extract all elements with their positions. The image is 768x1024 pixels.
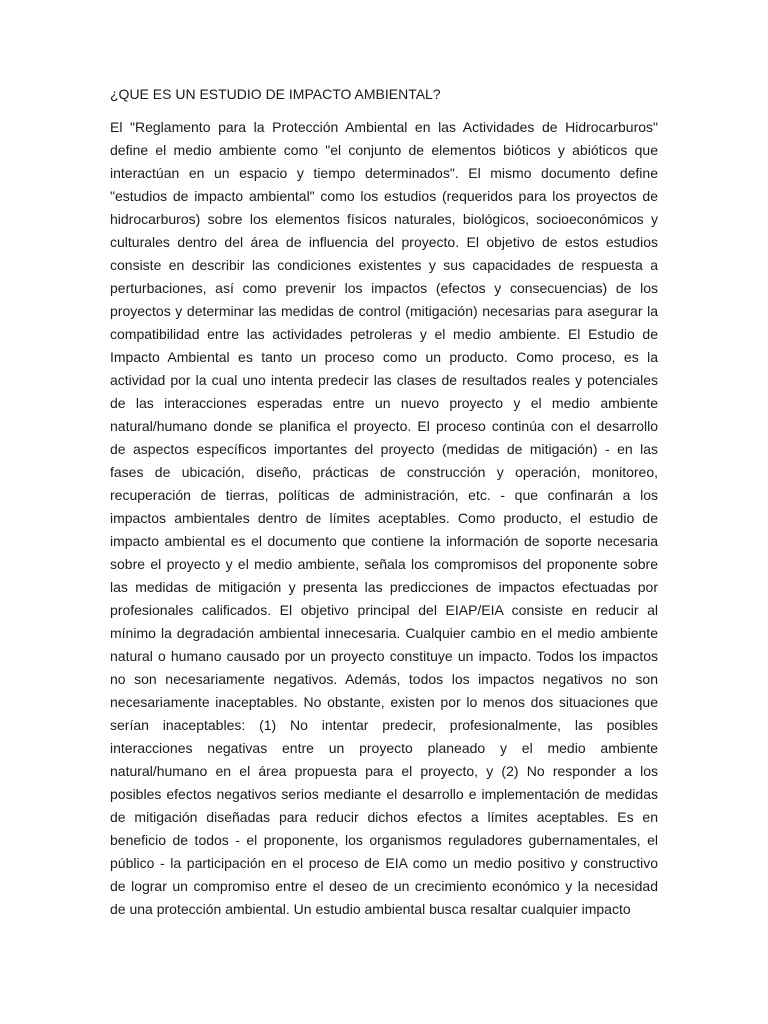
body-line: de las interacciones esperadas entre un nuevo proyecto y el medio ambiente — [110, 395, 658, 411]
document-heading: ¿QUE ES UN ESTUDIO DE IMPACTO AMBIENTAL? — [110, 86, 441, 102]
body-line: beneficio de todos - el proponente, los organismos reguladores gubernamentales, el — [110, 832, 658, 848]
body-line: serían inaceptables: (1) No intentar predecir, profesionalmente, las posibles — [110, 717, 658, 733]
body-line: posibles efectos negativos serios mediante el desarrollo e implementación de medidas — [110, 786, 658, 802]
body-line: proyectos y determinar las medidas de control (mitigación) necesarias para asegurar la — [110, 303, 658, 319]
body-line: natural/humano donde se planifica el proyecto. El proceso continúa con el desarrollo — [110, 418, 658, 434]
body-line: profesionales calificados. El objetivo principal del EIAP/EIA consiste en reducir al — [110, 602, 658, 618]
document-body — [110, 116, 658, 921]
body-line: define el medio ambiente como "el conjunto de elementos bióticos y abióticos que — [110, 142, 658, 158]
body-line: de lograr un compromiso entre el deseo de un crecimiento económico y la necesidad — [110, 878, 658, 894]
body-line: las medidas de mitigación y presenta las predicciones de impactos efectuadas por — [110, 579, 658, 595]
body-line: interacciones negativas entre un proyecto planeado y el medio ambiente — [110, 740, 658, 756]
body-line: natural/humano en el área propuesta para el proyecto, y (2) No responder a los — [110, 763, 658, 779]
body-line: actividad por la cual uno intenta predecir las clases de resultados reales y potenciales — [110, 372, 658, 388]
body-line: perturbaciones, así como prevenir los impactos (efectos y consecuencias) de los — [110, 280, 658, 296]
body-line: hidrocarburos) sobre los elementos físicos naturales, biológicos, socioeconómicos y — [110, 211, 658, 227]
body-line: recuperación de tierras, políticas de administración, etc. - que confinarán a los — [110, 487, 658, 503]
body-line: culturales dentro del área de influencia del proyecto. El objetivo de estos estudios — [110, 234, 658, 250]
body-line: natural o humano causado por un proyecto constituye un impacto. Todos los impactos — [110, 648, 658, 664]
body-line: mínimo la degradación ambiental innecesaria. Cualquier cambio en el medio ambiente — [110, 625, 658, 641]
body-line: consiste en describir las condiciones existentes y sus capacidades de respuesta a — [110, 257, 658, 273]
body-line: El "Reglamento para la Protección Ambiental en las Actividades de Hidrocarburos" — [110, 119, 658, 135]
body-line: sobre el proyecto y el medio ambiente, señala los compromisos del proponente sobre — [110, 556, 658, 572]
body-line: compatibilidad entre las actividades petroleras y el medio ambiente. El Estudio de — [110, 326, 658, 342]
body-line: de una protección ambiental. Un estudio ambiental busca resaltar cualquier impacto — [110, 901, 631, 917]
body-line: necesariamente inaceptables. No obstante, existen por lo menos dos situaciones que — [110, 694, 658, 710]
body-line: impactos ambientales dentro de límites aceptables. Como producto, el estudio de — [110, 510, 658, 526]
body-line: "estudios de impacto ambiental" como los estudios (requeridos para los proyectos de — [110, 188, 658, 204]
body-line: no son necesariamente negativos. Además, todos los impactos negativos no son — [110, 671, 658, 687]
body-line: de aspectos específicos importantes del proyecto (medidas de mitigación) - en las — [110, 441, 658, 457]
body-line: Impacto Ambiental es tanto un proceso como un producto. Como proceso, es la — [110, 349, 658, 365]
body-line: de mitigación diseñadas para reducir dichos efectos a límites aceptables. Es en — [110, 809, 658, 825]
body-line: público - la participación en el proceso de EIA como un medio positivo y constructivo — [110, 855, 658, 871]
body-line: interactúan en un espacio y tiempo determinados". El mismo documento define — [110, 165, 658, 181]
body-line: impacto ambiental es el documento que contiene la información de soporte necesaria — [110, 533, 658, 549]
body-line: fases de ubicación, diseño, prácticas de construcción y operación, monitoreo, — [110, 464, 658, 480]
